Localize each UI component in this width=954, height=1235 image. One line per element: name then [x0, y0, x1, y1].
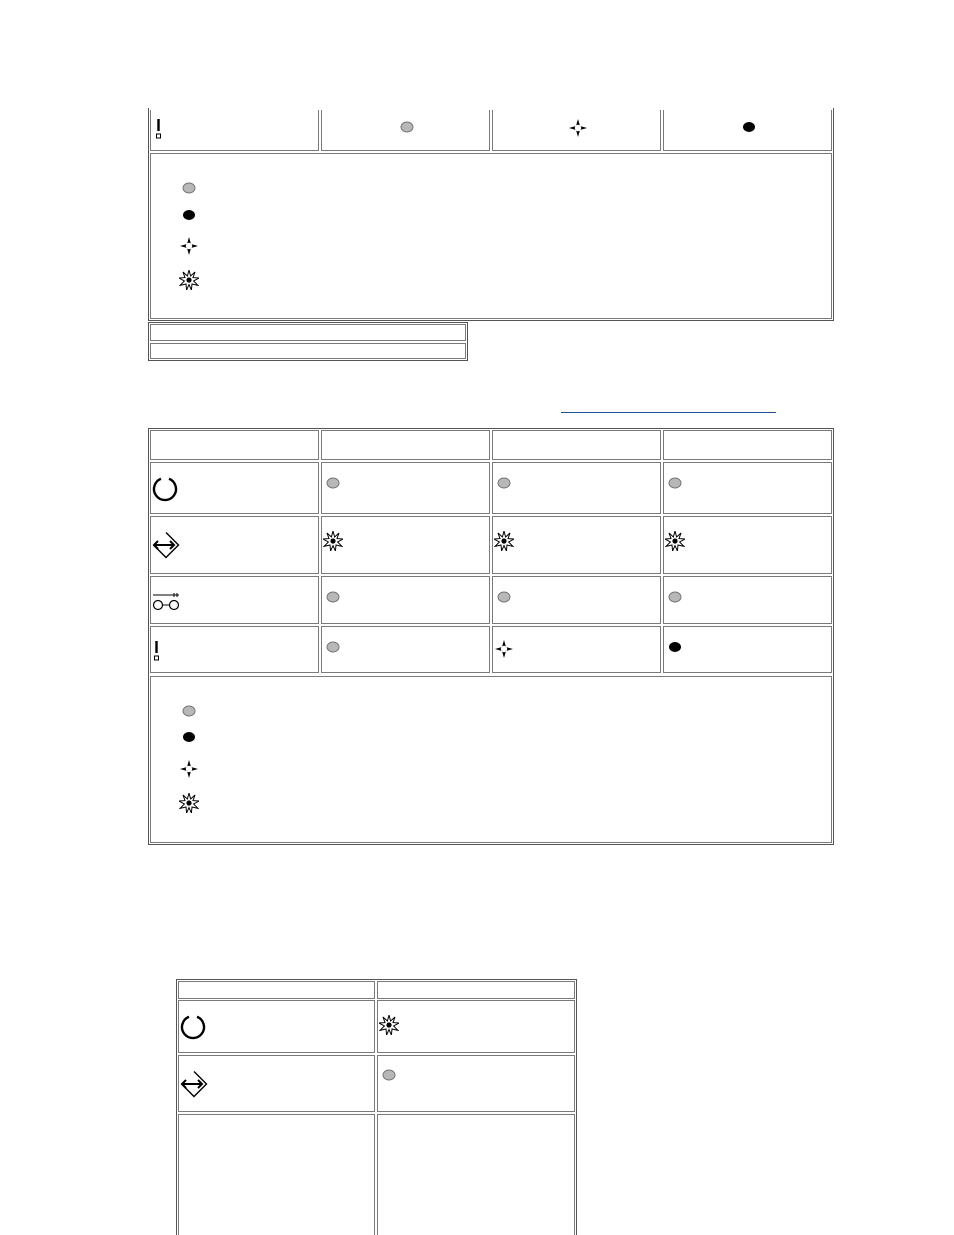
- led-blinking-icon: [179, 759, 199, 779]
- attention-icon: [154, 118, 164, 140]
- led-flashing-icon: [179, 793, 199, 813]
- table-cell: [663, 576, 832, 624]
- led-flashing-icon: [323, 531, 343, 551]
- table-row-tape: [150, 576, 319, 624]
- table-cell: [377, 1114, 575, 1235]
- led-off-icon: [400, 121, 414, 133]
- table-cell: [492, 110, 661, 151]
- led-flashing-icon: [665, 531, 685, 551]
- led-flashing-icon: [179, 270, 199, 290]
- table-cell: [377, 1055, 575, 1112]
- activity-icon: [152, 531, 180, 559]
- led-off-icon: [182, 705, 196, 717]
- led-off-icon: [497, 477, 511, 489]
- table-cell: [663, 110, 832, 151]
- reference-link[interactable]: [561, 412, 776, 413]
- table-cell: [150, 110, 319, 151]
- led-off-icon: [382, 1069, 396, 1081]
- table-cell: [150, 343, 466, 359]
- led-flashing-icon: [379, 1015, 399, 1035]
- table-cell: [492, 626, 661, 673]
- table-cell: [178, 1114, 375, 1235]
- table-cell: [321, 576, 490, 624]
- table-row-activity: [178, 1055, 375, 1112]
- tape-cartridge-icon: [152, 591, 182, 611]
- legend-cell: [150, 676, 832, 843]
- table-cell: [321, 516, 490, 574]
- power-icon: [180, 1014, 206, 1040]
- table-cell: [377, 1000, 575, 1053]
- table-header-cell: [663, 430, 832, 460]
- table-cell: [663, 516, 832, 574]
- table-cell: [492, 516, 661, 574]
- table-header-cell: [377, 981, 575, 999]
- table-header-cell: [178, 981, 375, 999]
- table-cell: [150, 324, 466, 341]
- table-header-cell: [150, 430, 319, 460]
- table-cell: [663, 462, 832, 514]
- table-row-power: [150, 462, 319, 514]
- table-cell: [492, 462, 661, 514]
- table-row-activity: [150, 516, 319, 574]
- led-off-icon: [668, 591, 682, 603]
- led-on-icon: [668, 641, 682, 653]
- led-off-icon: [182, 182, 196, 194]
- led-flashing-icon: [494, 531, 514, 551]
- table-cell: [321, 462, 490, 514]
- table-cell: [663, 626, 832, 673]
- table-cell: [492, 576, 661, 624]
- table-row-power: [178, 1000, 375, 1053]
- table-cell: [321, 110, 490, 151]
- led-on-icon: [182, 209, 196, 221]
- led-off-icon: [326, 591, 340, 603]
- activity-icon: [180, 1070, 208, 1098]
- led-off-icon: [326, 641, 340, 653]
- led-on-icon: [742, 121, 756, 133]
- power-icon: [152, 476, 178, 502]
- table-cell: [321, 626, 490, 673]
- led-off-icon: [668, 477, 682, 489]
- table-header-cell: [492, 430, 661, 460]
- led-off-icon: [497, 591, 511, 603]
- legend-cell: [150, 153, 832, 319]
- led-blinking-icon: [568, 118, 588, 138]
- led-off-icon: [326, 477, 340, 489]
- led-blinking-icon: [179, 236, 199, 256]
- attention-icon: [152, 640, 162, 662]
- led-on-icon: [182, 731, 196, 743]
- table-header-cell: [321, 430, 490, 460]
- led-blinking-icon: [494, 639, 514, 659]
- table-row-attention: [150, 626, 319, 673]
